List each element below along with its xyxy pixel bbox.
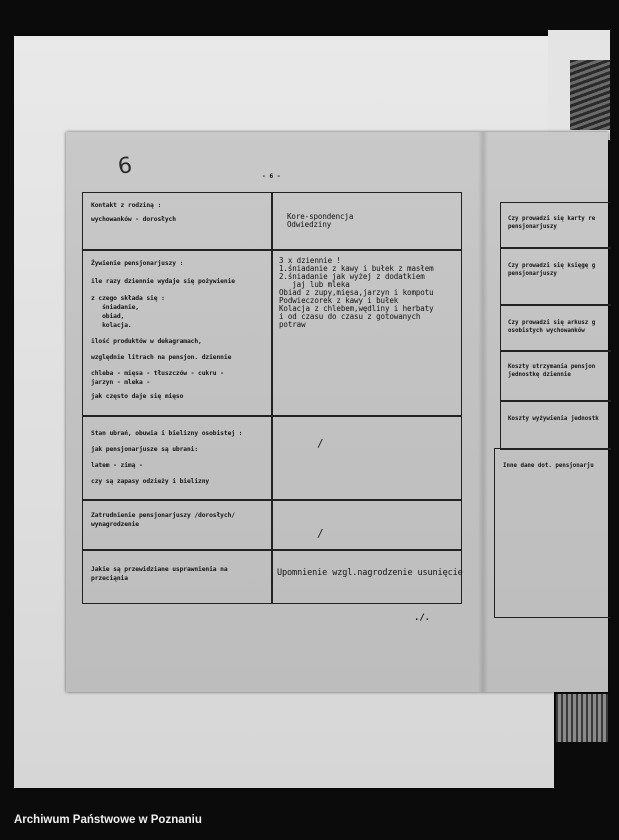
right-box-label: Koszty utrzymania pensjon jednostkę dziennie bbox=[508, 364, 596, 378]
right-box bbox=[494, 448, 611, 618]
right-box bbox=[500, 350, 611, 402]
answer-line: jaj lub mleka bbox=[279, 280, 350, 289]
question-line: ilość produktów w dekagramach, bbox=[91, 338, 202, 345]
question-line: jak często daje się mięso bbox=[91, 393, 184, 400]
question-line: ile razy dziennie wydaje się pożywienie bbox=[91, 278, 235, 285]
improvements-answer: Upomnienie wzgl.nagrodzenie usunięcie bbox=[277, 568, 463, 578]
question-line: śniadanie, bbox=[91, 304, 139, 311]
question-line: jak pensjonarjusze są ubrani: bbox=[91, 446, 199, 453]
employment-sublabel: wynagrodzenie bbox=[91, 521, 139, 528]
answer-line: 3 x dziennie ! bbox=[279, 256, 341, 265]
answer-line: 1.śniadanie z kawy i bułek z masłem bbox=[279, 264, 434, 273]
question-line: z czego składa się : bbox=[91, 295, 165, 302]
form-table bbox=[82, 192, 462, 604]
improvements-sublabel: przeciąnia bbox=[91, 575, 128, 582]
contact-sublabel: wychowanków - dorosłych bbox=[91, 216, 176, 223]
right-box-label: Czy prowadzi się arkusz g osobistych wychowanków bbox=[508, 320, 596, 334]
right-box bbox=[500, 248, 611, 306]
right-box-label: Inne dane dot. pensjonarju bbox=[503, 463, 594, 469]
question-line: czy są zapasy odzieży i bielizny bbox=[91, 478, 210, 485]
right-box bbox=[500, 304, 611, 352]
answer-line: potraw bbox=[279, 320, 306, 329]
question-line: Stan ubrań, obuwia i bielizny osobistej : bbox=[91, 430, 243, 437]
handwritten-page-mark: 6 bbox=[116, 153, 134, 180]
question-line: względnie litrach na pensjon. dziennie bbox=[91, 354, 232, 361]
right-box-label: Koszty wyżywienia jednostk bbox=[508, 416, 599, 422]
contact-label: Kontakt z rodziną : bbox=[91, 202, 162, 209]
right-box-label: Czy prowadzi się karty re pensjonarjuszy bbox=[508, 216, 596, 230]
scan-edge bbox=[556, 694, 608, 742]
right-box bbox=[500, 202, 611, 248]
correspondence-label: Kore-spondencja Odwiedziny bbox=[287, 212, 354, 229]
right-box-label: Czy prowadzi się księgę g pensjonarjuszy bbox=[508, 263, 596, 277]
answer-line: 2.śniadanie jak wyżej z dodatkiem bbox=[279, 272, 425, 281]
question-line: Żywienie pensjonarjuszy : bbox=[91, 260, 184, 267]
employment-label: Zatrudnienie pensjonarjuszy /dorosłych/ bbox=[91, 512, 235, 519]
question-line: chleba - mięsa - tłuszczów - cukru - bbox=[91, 370, 224, 377]
answer-line: i od czasu do czasu z gotowanych bbox=[279, 312, 421, 321]
answer-line: Podwieczorek z kawy i bułek bbox=[279, 296, 399, 305]
employment-answer: / bbox=[317, 527, 324, 540]
answer-line: Kolacja z chlebem,wędliny i herbaty bbox=[279, 304, 434, 313]
answer-line: Obiad z zupy,mięsa,jarzyn i kompotu bbox=[279, 288, 434, 297]
page-number: - 6 - bbox=[262, 173, 281, 180]
question-line: latem - zimą - bbox=[91, 462, 143, 469]
question-line: jarzyn - mleka - bbox=[91, 379, 151, 386]
closing-mark: ./. bbox=[414, 613, 430, 623]
torn-edge bbox=[570, 60, 610, 130]
archive-credit: Archiwum Państwowe w Poznaniu bbox=[14, 814, 202, 826]
right-box bbox=[500, 400, 611, 450]
question-line: kolacja. bbox=[91, 322, 132, 329]
question-line: obiad, bbox=[91, 313, 125, 320]
improvements-label: Jakie są przewidziane usprawnienia na bbox=[91, 566, 228, 573]
clothing-answer: / bbox=[317, 437, 324, 450]
